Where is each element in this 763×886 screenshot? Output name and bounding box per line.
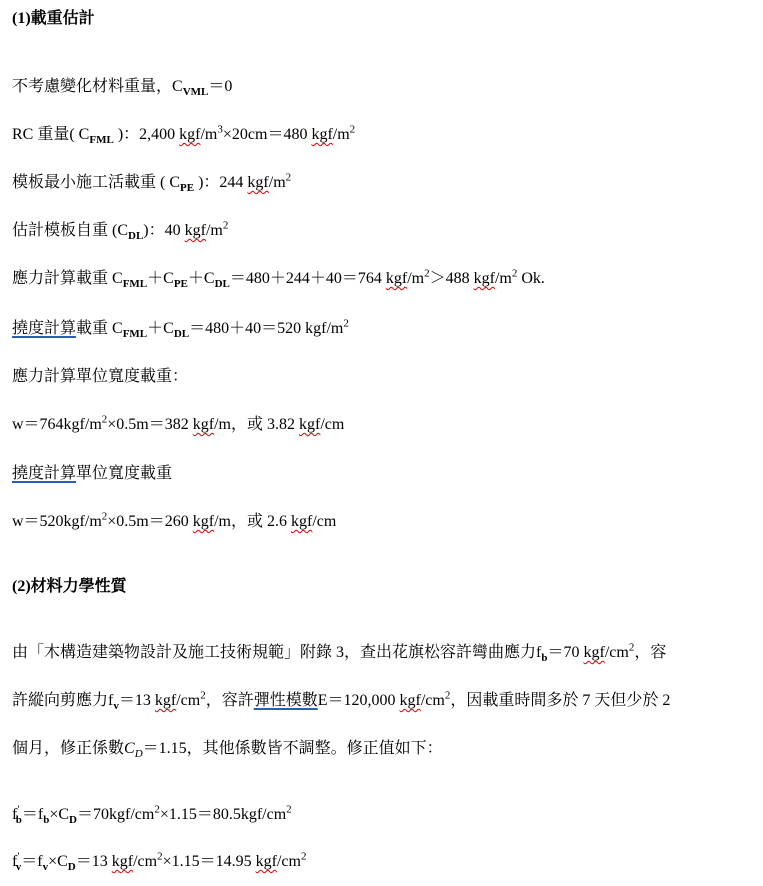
formula-fv: $f'_v=f_v\times C_D=13$ kgf/$cm^2\times 1.15=14.95$ kgf/$cm^2$ — [12, 850, 307, 874]
paragraph-line-1: 由「木構造建築物設計及施工技術規範」附錄 3，查出花旗松容許彎曲應力$f_b=70$ kgf/$cm^2$，容 — [12, 641, 667, 665]
line-stress-load: 應力計算載重 $C_{FML}+C_{PE}+C_{DL}=480+244+40=764$ kgf/$m^2>488$ kgf/$m^2$ Ok. — [12, 267, 545, 291]
line-rc-weight: RC 重量( $C_{FML}$ )：2,400 kgf/$m^3\times 20cm=480$ kgf/$m^2$ — [12, 123, 356, 147]
section-title-loading: (1)載重估計 — [12, 10, 95, 27]
formula-fb: $f'_b=f_b\times C_D=70kgf/cm^2\times 1.15=80.5kgf/cm^2$ — [12, 803, 292, 827]
line-w-deflection: $w=520kgf/m^2\times 0.5m=260$ kgf/m，或 2.6 kgf/cm — [12, 510, 337, 530]
paragraph-line-2: 許縱向剪應力$f_v=13$ kgf/$cm^2$，容許彈性模數E＝120,000 kgf/$cm^2$，因載重時間多於 7 天但少於 2 — [12, 689, 671, 713]
line-deflection-load: 撓度計算載重 $C_{FML}+C_{DL}=480+40=520$ kgf/$m^2$ — [12, 317, 349, 341]
section-title-material: (2)材料力學性質 — [12, 578, 127, 595]
line-w-stress: $w=764kgf/m^2\times 0.5m=382$ kgf/m，或 3.82 kgf/cm — [12, 413, 345, 433]
line-unit-width-stress-title: 應力計算單位寬度載重： — [12, 368, 189, 385]
line-live-load: 模板最小施工活載重 ( $C_{PE}$ )：244 kgf/$m^2$ — [12, 171, 292, 195]
paragraph-line-3: 個月，修正係數$C_D=1.15$，其他係數皆不調整。修正值如下： — [12, 740, 443, 761]
line-dead-load: 估計模板自重 $(C_{DL})$：40 kgf/$m^2$ — [12, 219, 229, 243]
line-vml: 不考慮變化材料重量，$C_{VML}=0$ — [12, 78, 233, 99]
line-unit-width-deflection-title: 撓度計算單位寬度載重 — [12, 465, 173, 482]
